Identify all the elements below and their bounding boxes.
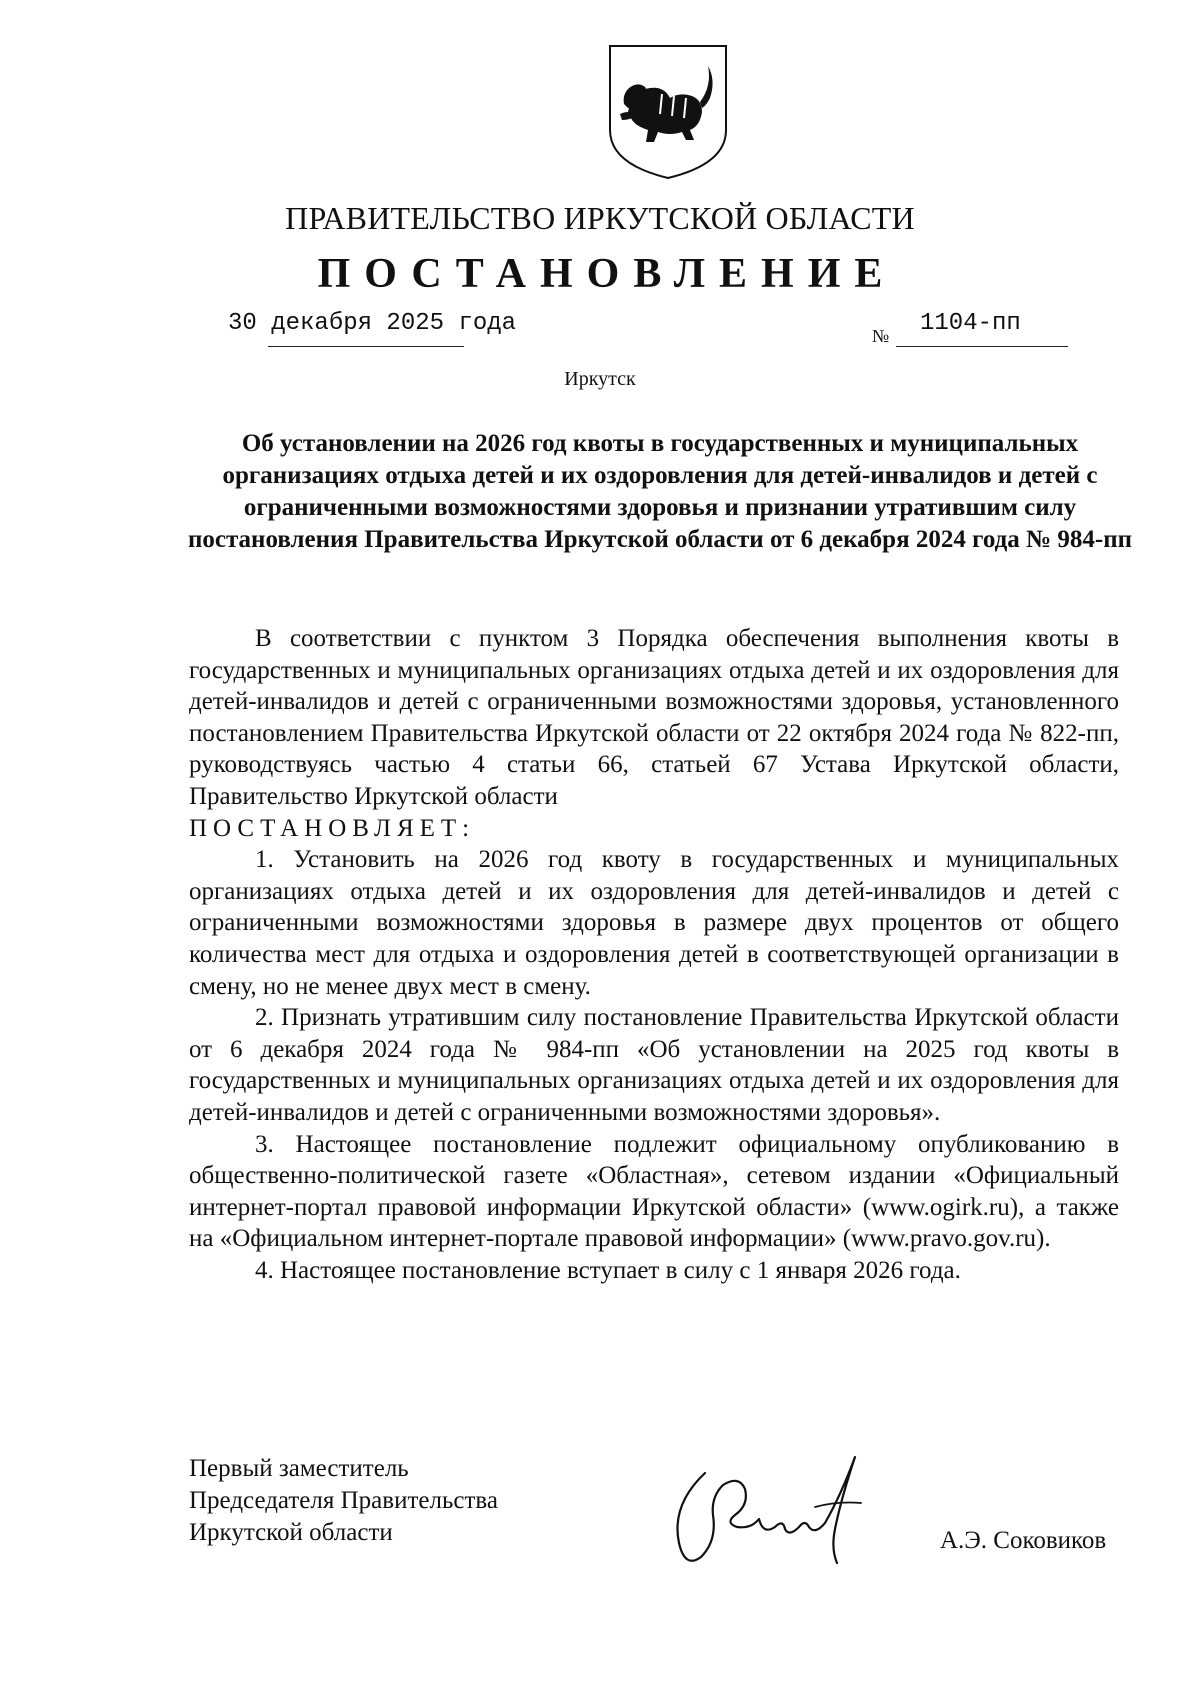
number-underline	[896, 346, 1068, 347]
date-underline	[268, 346, 464, 347]
item-1: 1. Установить на 2026 год квоту в государственных и муниципальных организациях отдыха детей и их оздоровления для детей-инвалидов и детей с ограниченными возможностями здоровья в размере двух процентов от общего количества мест для отдыха и оздоровления детей в соответствующей организации в смену, но не менее двух мест в смену.	[189, 846, 1119, 1000]
number-sign: №	[872, 326, 890, 346]
document-body	[189, 623, 1119, 1286]
position-line: Первый заместитель	[189, 1455, 409, 1482]
document-type: ПОСТАНОВЛЕНИЕ	[317, 251, 897, 297]
item-2: 2. Признать утратившим силу постановление Правительства Иркутской области от 6 декабря 2024 года № 984-пп «Об установлении на 2025 год квоты в государственных и муниципальных организациях отдыха детей и их оздоровления для детей-инвалидов и детей с ограниченными возможностями здоровья».	[189, 1004, 1119, 1126]
document-title: Об установлении на 2026 год квоты в государственных и муниципальных организациях отдыха детей и их оздоровления для детей-инвалидов и детей с ограниченными возможностями здоровья и признании утратившим силу постановления Правительства Иркутской области от 6 декабря 2024 года № 984-пп	[187, 430, 1133, 553]
item-3: 3. Настоящее постановление подлежит официальному опубликованию в общественно-политической газете «Областная», сетевом издании «Официальный интернет-портал правовой информации Иркутской области» (www.ogirk.ru), а также на «Официальном интернет-портале правовой информации» (www.pravo.gov.ru).	[189, 1130, 1119, 1253]
position-line: Иркутской области	[189, 1519, 393, 1546]
city: Иркутск	[564, 368, 636, 390]
item-4: 4. Настоящее постановление вступает в силу с 1 января 2026 года.	[255, 1256, 961, 1284]
irkutsk-coat-of-arms-icon	[606, 42, 730, 182]
position-line: Председателя Правительства	[189, 1487, 498, 1514]
document-date: 30 декабря 2025 года	[228, 310, 517, 337]
signatory-name: А.Э. Соковиков	[940, 1527, 1107, 1554]
document-number: 1104-пп	[920, 310, 1021, 337]
signatory-position	[189, 1453, 498, 1549]
resolves-word: ПОСТАНОВЛЯЕТ:	[189, 814, 476, 842]
organization-name: ПРАВИТЕЛЬСТВО ИРКУТСКОЙ ОБЛАСТИ	[285, 200, 915, 236]
handwritten-signature-icon	[665, 1445, 875, 1585]
preamble: В соответствии с пунктом 3 Порядка обеспечения выполнения квоты в государственных и муниципальных организациях отдыха детей и их оздоровления для детей-инвалидов и детей с ограниченными возможностями здоровья, установленного постановлением Правительства Иркутской области от 22 октября 2024 года № 822-пп, руководствуясь частью 4 статьи 66, статьей 67 Устава Иркутской области, Правительство Иркутской области	[189, 625, 1119, 810]
